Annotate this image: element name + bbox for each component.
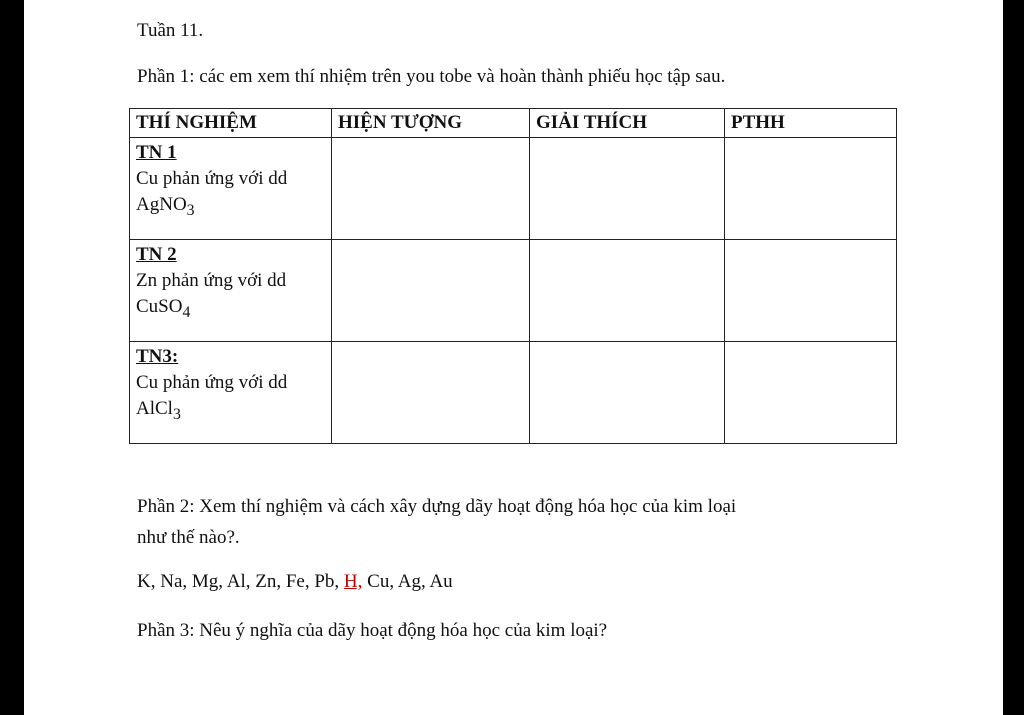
experiment-cell [130,342,332,444]
experiment-description: Cu phản ứng với dd [136,372,288,393]
explanation-cell[interactable] [530,342,725,444]
experiment-title: TN3: [136,346,179,367]
experiment-title: TN 1 [136,142,177,163]
experiment-formula [136,192,325,224]
table-header-row [130,109,897,138]
explanation-cell[interactable] [530,240,725,342]
column-header-explanation: GIẢI THÍCH [530,109,725,138]
equation-cell[interactable] [725,342,897,444]
formula-base: AlCl [136,398,173,419]
formula-subscript: 3 [186,201,195,219]
experiment-description: Cu phản ứng với dd [136,168,288,189]
phenomenon-cell[interactable] [332,240,530,342]
activity-series [137,571,453,593]
experiment-cell [130,138,332,240]
activity-series-after: Cu, Ag, Au [362,571,453,592]
explanation-cell[interactable] [530,138,725,240]
activity-series-hydrogen: H, [343,571,363,592]
formula-subscript: 4 [182,303,191,321]
equation-cell[interactable] [725,138,897,240]
part3-question: Phần 3: Nêu ý nghĩa của dãy hoạt động hóa học của kim loại? [137,620,608,641]
phenomenon-cell[interactable] [332,138,530,240]
experiment-formula [136,294,325,326]
equation-cell[interactable] [725,240,897,342]
document-page [24,0,1003,715]
table-row [130,342,897,444]
experiment-cell [130,240,332,342]
part2-question-line1: Phần 2: Xem thí nghiệm và cách xây dựng dãy hoạt động hóa học của kim loại [137,496,737,517]
phenomenon-cell[interactable] [332,342,530,444]
experiment-description: Zn phản ứng với dd [136,270,287,291]
part2-question-line2: như thế nào?. [137,527,240,548]
table-row [130,138,897,240]
column-header-phenomenon: HIỆN TƯỢNG [332,109,530,138]
week-heading: Tuần 11. [137,20,204,41]
column-header-equation: PTHH [725,109,897,138]
experiment-title: TN 2 [136,244,177,265]
formula-base: CuSO [136,296,183,317]
formula-base: AgNO [136,194,187,215]
part1-instruction: Phần 1: các em xem thí nhiệm trên you tobe và hoàn thành phiếu học tập sau. [137,66,726,87]
table-row [130,240,897,342]
formula-subscript: 3 [172,405,181,423]
activity-series-before: K, Na, Mg, Al, Zn, Fe, Pb, [137,571,344,592]
column-header-experiment: THÍ NGHIỆM [130,109,332,138]
experiment-formula [136,396,325,428]
lab-worksheet-table [129,108,897,444]
